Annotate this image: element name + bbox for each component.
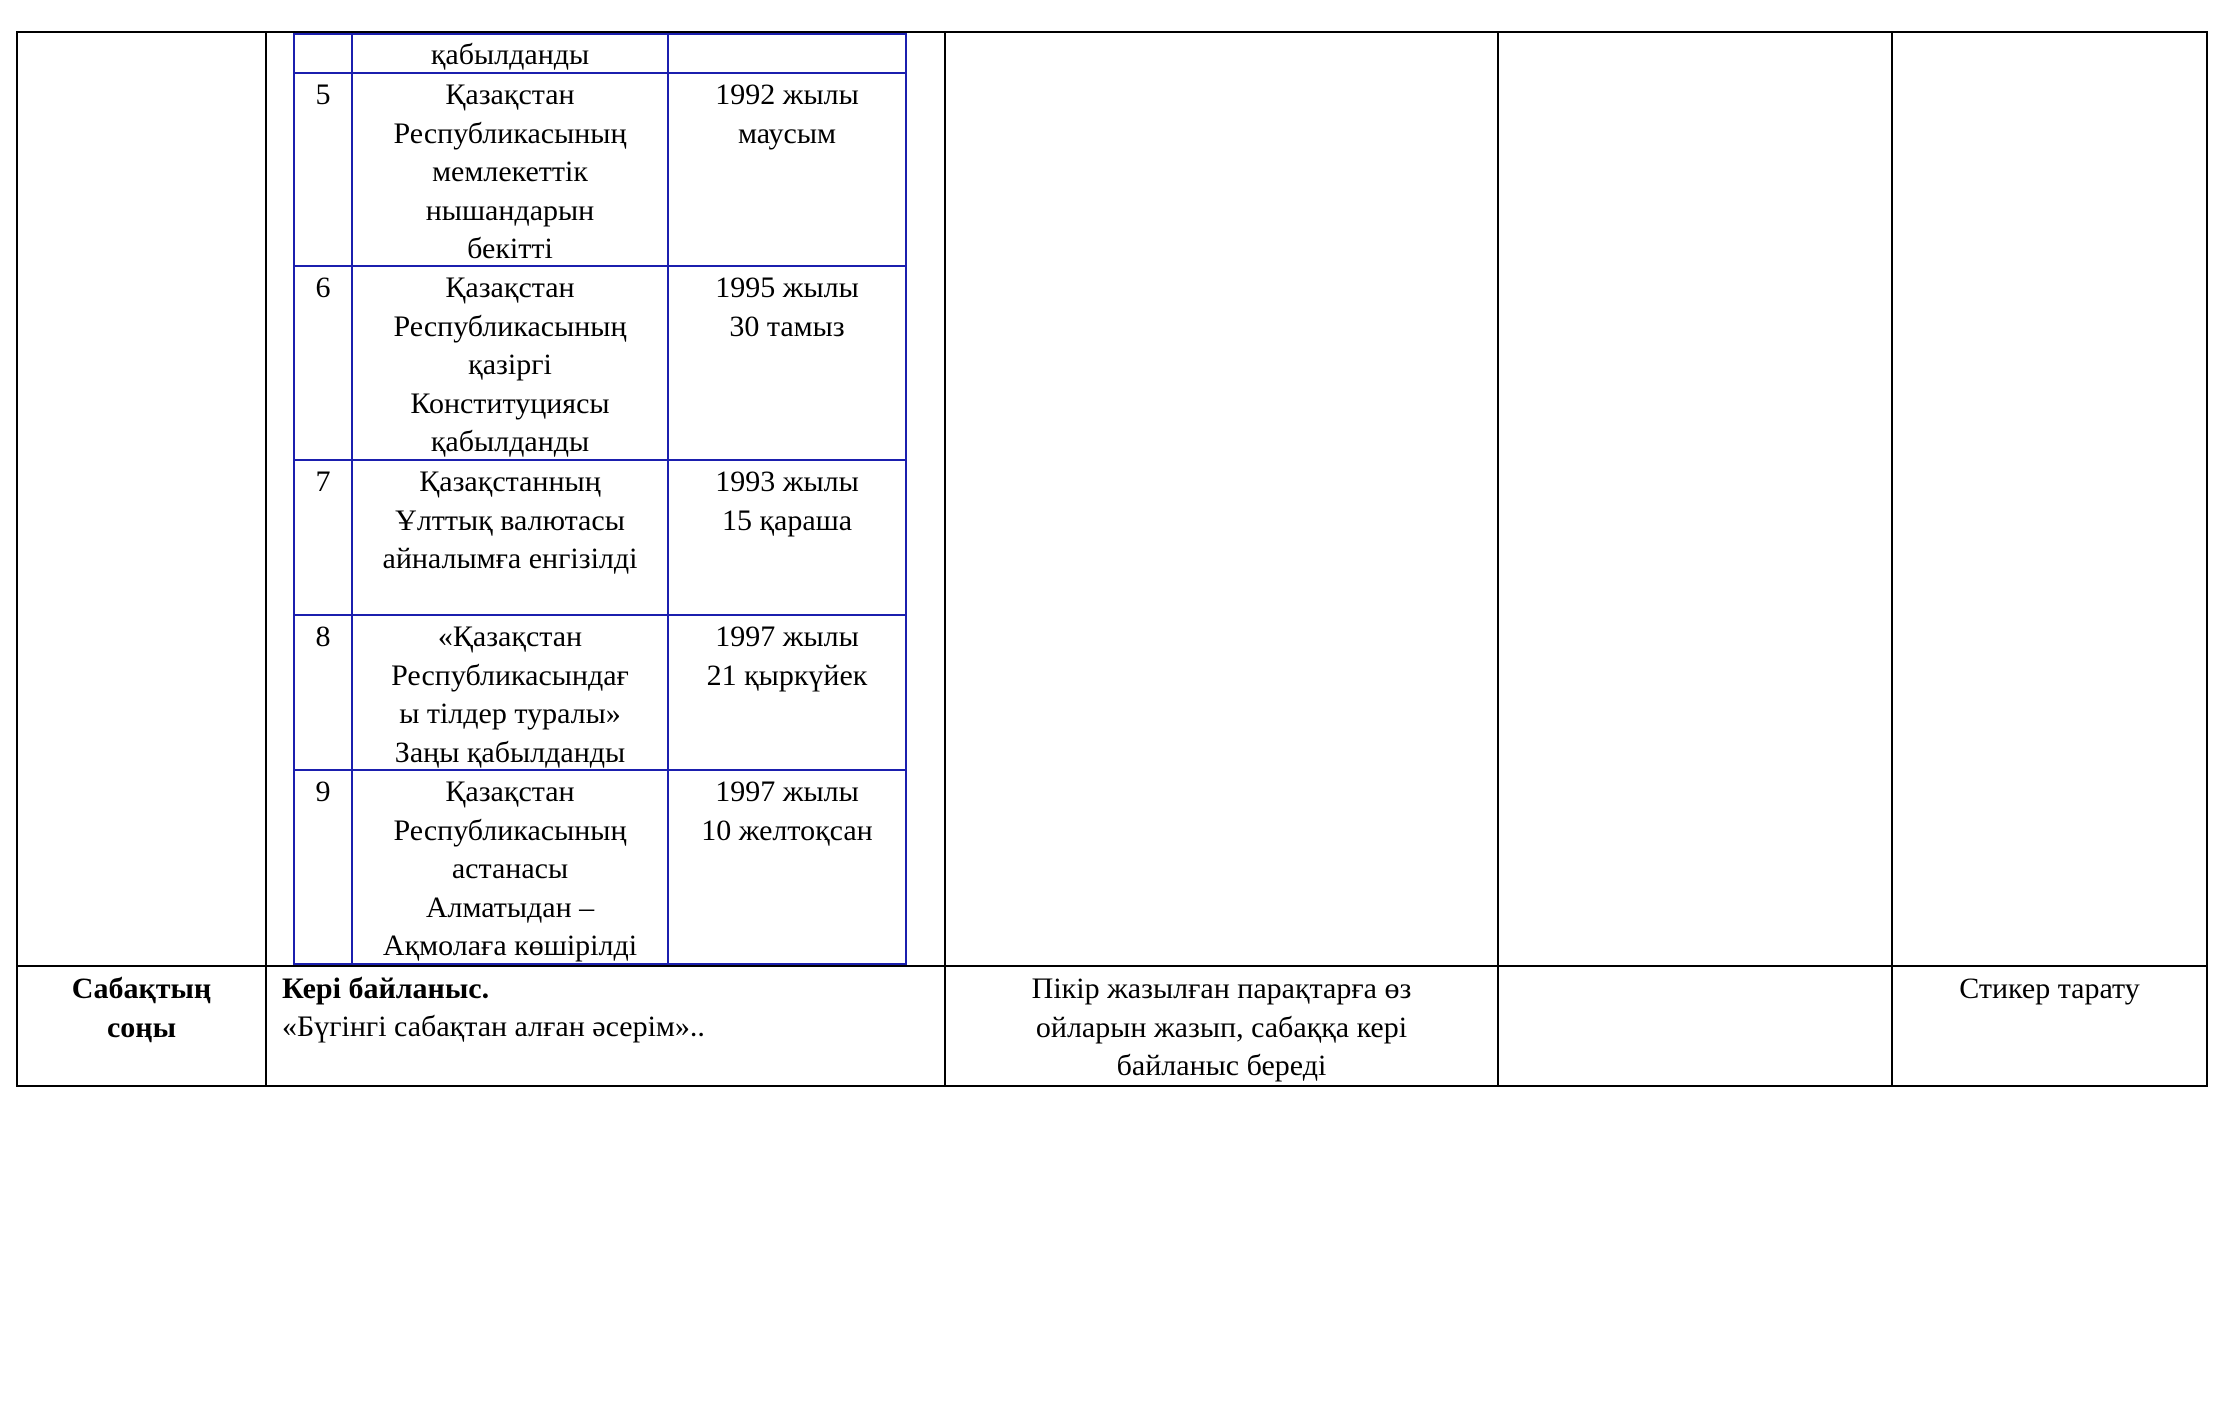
inner-row-9-event: Қазақстан Республикасының астанасы Алматыдан – Ақмолаға көшірілді: [382, 775, 638, 962]
resources-text: Стикер тарату: [1959, 972, 2140, 1005]
inner-row-8-event: «Қазақстан Республикасындағ ы тілдер туралы» Заңы қабылданды: [391, 620, 629, 769]
inner-table-row-line-5: [293, 72, 907, 74]
outer-table-col-line-2: [265, 31, 267, 1087]
inner-row-8-number: 8: [315, 620, 331, 653]
inner-row-7-event: Қазақстанның Ұлттық валютасы айналымға енгізілді: [382, 465, 638, 575]
inner-row-9-date: 1997 жылы 10 желтоқсан: [701, 775, 873, 847]
inner-row-8-date: 1997 жылы 21 қыркүйек: [706, 620, 868, 692]
inner-row-6-event: Қазақстан Республикасының қазіргі Конституциясы қабылданды: [393, 271, 627, 458]
inner-row-6-number: 6: [315, 271, 331, 304]
outer-table-col-line-3: [944, 31, 946, 1087]
inner-row-7-number: 7: [315, 465, 331, 498]
lesson-stage-label: Сабақтың соңы: [71, 972, 212, 1044]
outer-table-row-divider: [16, 965, 2208, 967]
outer-table-col-line-6: [2206, 31, 2208, 1087]
outer-table-col-line-4: [1497, 31, 1499, 1087]
outer-table-col-line-5: [1891, 31, 1893, 1087]
outer-table-col-line-1: [16, 31, 18, 1087]
inner-table-row-line-8: [293, 614, 907, 616]
inner-row-7-date: 1993 жылы 15 қараша: [715, 465, 859, 537]
inner-table-col-line-4: [905, 33, 907, 965]
inner-row-6-date: 1995 жылы 30 тамыз: [715, 271, 859, 343]
activity-title: Кері байланыс.: [282, 972, 490, 1005]
inner-table-top-border: [293, 33, 907, 35]
inner-row-5-event: Қазақстан Республикасының мемлекеттік нышандарын бекітті: [393, 78, 627, 265]
inner-row-9-number: 9: [315, 775, 331, 808]
student-action-text: Пікір жазылған парақтарға өз ойларын жазып, сабаққа кері байланыс береді: [1031, 972, 1412, 1082]
inner-row-5-date: 1992 жылы маусым: [715, 78, 859, 150]
inner-row-5-number: 5: [315, 78, 331, 111]
inner-table-cut-row-text: қабылданды: [430, 38, 590, 71]
activity-text: «Бүгінгі сабақтан алған әсерім»..: [282, 1010, 705, 1043]
